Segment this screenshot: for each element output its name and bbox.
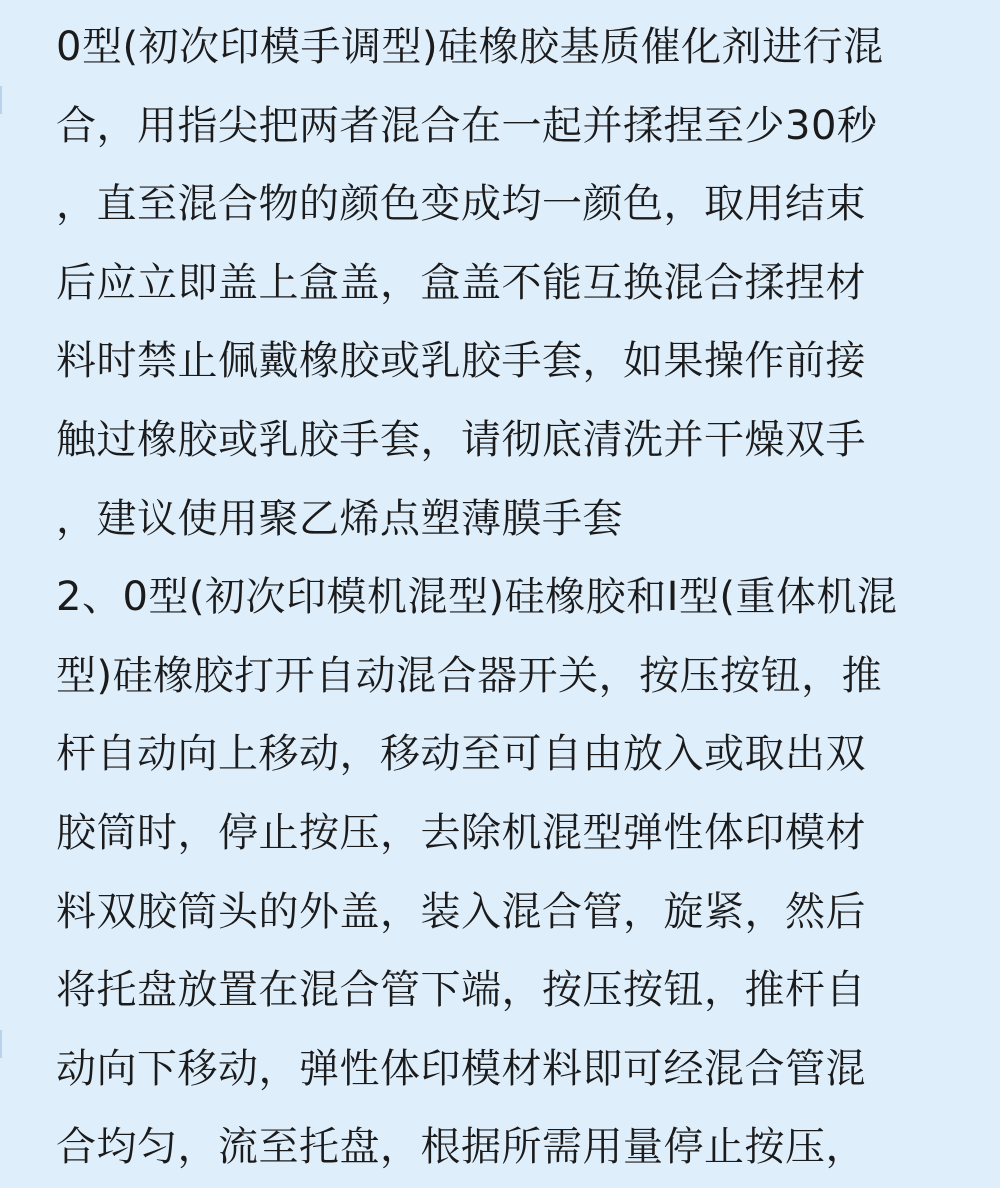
text-line: 2、0型(初次印模机混型)硅橡胶和I型(重体机混 [56, 574, 898, 621]
text-line: 0型(初次印模手调型)硅橡胶基质催化剂进行混 [56, 24, 884, 70]
text-line: 合均匀，流至托盘，根据所需用量停止按压， [56, 1124, 866, 1171]
instruction-text [56, 8, 956, 1187]
text-line: 后应立即盖上盒盖，盒盖不能互换混合揉捏材 [56, 259, 866, 306]
text-line: 型)硅橡胶打开自动混合器开关，按压按钮，推 [56, 652, 883, 699]
text-line: 杆自动向上移动，移动至可自由放入或取出双 [56, 731, 866, 778]
text-line: ，建议使用聚乙烯点塑薄膜手套 [56, 495, 623, 542]
left-edge-mark [0, 1030, 2, 1058]
text-line: 触过橡胶或乳胶手套，请彻底清洗并干燥双手 [56, 416, 866, 463]
text-line: 将托盘放置在混合管下端，按压按钮，推杆自 [56, 967, 866, 1014]
left-edge-mark [0, 86, 2, 114]
text-line: 料时禁止佩戴橡胶或乳胶手套，如果操作前接 [56, 338, 866, 385]
text-line: 胶筒时，停止按压，去除机混型弹性体印模材 [56, 809, 866, 856]
text-line: 合，用指尖把两者混合在一起并揉捏至少30秒 [56, 102, 878, 149]
text-line: 料双胶筒头的外盖，装入混合管，旋紧，然后 [56, 888, 866, 935]
text-line: ，直至混合物的颜色变成均一颜色，取用结束 [56, 181, 866, 228]
text-line: 动向下移动，弹性体印模材料即可经混合管混 [56, 1045, 866, 1092]
